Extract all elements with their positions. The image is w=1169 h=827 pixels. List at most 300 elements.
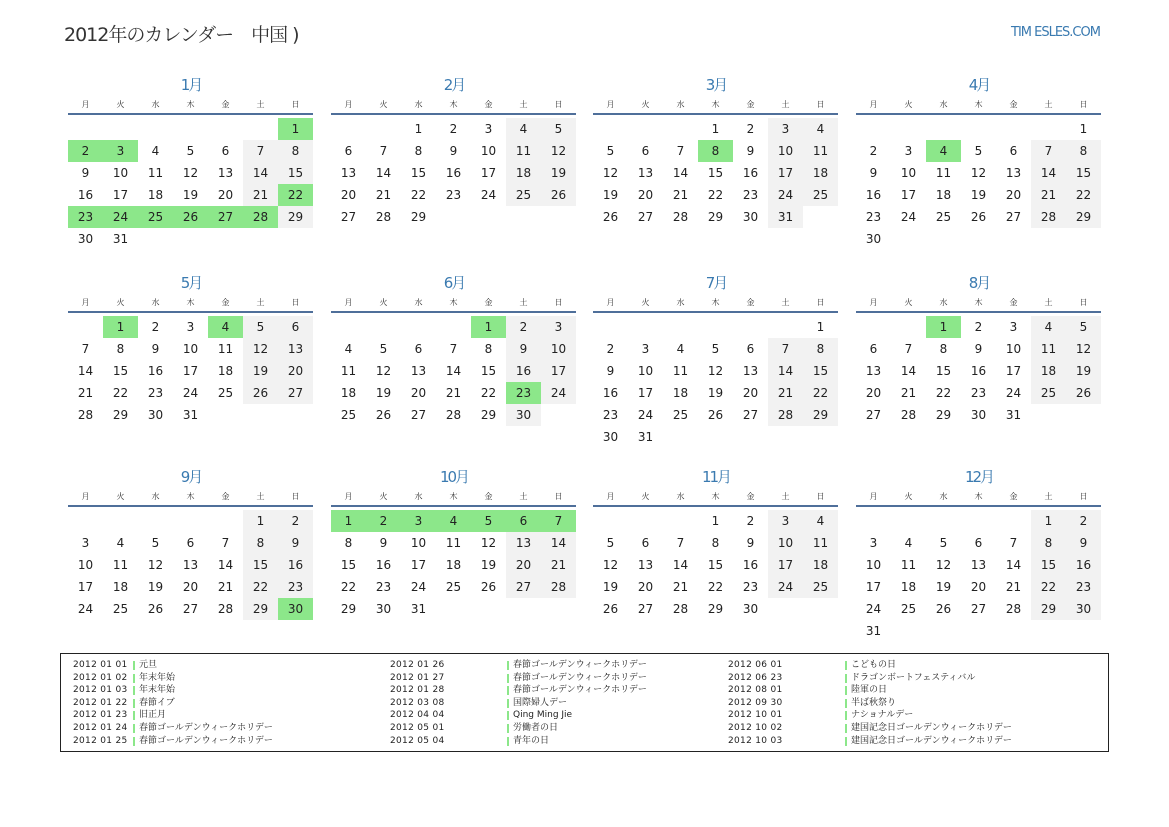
day-cell[interactable]: 18 [900, 580, 917, 594]
day-cell[interactable]: 23 [147, 386, 164, 400]
day-cell[interactable]: 10 [900, 166, 917, 180]
day-cell[interactable]: 27 [970, 602, 987, 616]
day-cell[interactable]: 16 [865, 188, 882, 202]
day-cell[interactable]: 21 [672, 188, 689, 202]
day-cell[interactable]: 24 [900, 210, 917, 224]
day-cell[interactable]: 13 [742, 364, 759, 378]
holiday-day-cell[interactable]: 27 [208, 206, 243, 228]
day-cell[interactable]: 21 [445, 386, 462, 400]
day-cell[interactable]: 8 [1044, 536, 1053, 550]
day-cell[interactable]: 6 [291, 320, 300, 334]
day-cell[interactable]: 7 [676, 144, 685, 158]
day-cell[interactable]: 13 [410, 364, 427, 378]
day-cell[interactable]: 29 [112, 408, 129, 422]
holiday-day-cell[interactable]: 2 [366, 510, 401, 532]
day-cell[interactable]: 22 [480, 386, 497, 400]
day-cell[interactable]: 8 [484, 342, 493, 356]
holiday-day-cell[interactable]: 26 [173, 206, 208, 228]
day-cell[interactable]: 5 [554, 122, 563, 136]
day-cell[interactable]: 6 [974, 536, 983, 550]
day-cell[interactable]: 6 [414, 342, 423, 356]
day-cell[interactable]: 17 [77, 580, 94, 594]
day-cell[interactable]: 4 [151, 144, 160, 158]
day-cell[interactable]: 16 [602, 386, 619, 400]
day-cell[interactable]: 25 [935, 210, 952, 224]
day-cell[interactable]: 21 [375, 188, 392, 202]
day-cell[interactable]: 18 [112, 580, 129, 594]
day-cell[interactable]: 3 [869, 536, 878, 550]
day-cell[interactable]: 10 [112, 166, 129, 180]
day-cell[interactable]: 14 [375, 166, 392, 180]
day-cell[interactable]: 23 [742, 580, 759, 594]
day-cell[interactable]: 20 [515, 558, 532, 572]
day-cell[interactable]: 1 [816, 320, 825, 334]
day-cell[interactable]: 13 [637, 166, 654, 180]
day-cell[interactable]: 24 [777, 188, 794, 202]
day-cell[interactable]: 11 [445, 536, 462, 550]
day-cell[interactable]: 21 [777, 386, 794, 400]
day-cell[interactable]: 11 [812, 144, 829, 158]
day-cell[interactable]: 11 [515, 144, 532, 158]
day-cell[interactable]: 16 [375, 558, 392, 572]
day-cell[interactable]: 24 [480, 188, 497, 202]
day-cell[interactable]: 29 [707, 602, 724, 616]
day-cell[interactable]: 12 [935, 558, 952, 572]
day-cell[interactable]: 20 [182, 580, 199, 594]
day-cell[interactable]: 2 [291, 514, 300, 528]
day-cell[interactable]: 30 [865, 232, 882, 246]
day-cell[interactable]: 27 [865, 408, 882, 422]
day-cell[interactable]: 14 [777, 364, 794, 378]
day-cell[interactable]: 6 [344, 144, 353, 158]
day-cell[interactable]: 17 [550, 364, 567, 378]
day-cell[interactable]: 22 [1040, 580, 1057, 594]
day-cell[interactable]: 31 [410, 602, 427, 616]
day-cell[interactable]: 16 [445, 166, 462, 180]
day-cell[interactable]: 8 [939, 342, 948, 356]
day-cell[interactable]: 19 [602, 580, 619, 594]
day-cell[interactable]: 29 [340, 602, 357, 616]
day-cell[interactable]: 10 [777, 144, 794, 158]
day-cell[interactable]: 15 [410, 166, 427, 180]
day-cell[interactable]: 9 [449, 144, 458, 158]
day-cell[interactable]: 3 [781, 514, 790, 528]
day-cell[interactable]: 13 [515, 536, 532, 550]
day-cell[interactable]: 21 [672, 580, 689, 594]
day-cell[interactable]: 19 [707, 386, 724, 400]
day-cell[interactable]: 19 [970, 188, 987, 202]
day-cell[interactable]: 17 [865, 580, 882, 594]
day-cell[interactable]: 30 [970, 408, 987, 422]
day-cell[interactable]: 12 [480, 536, 497, 550]
day-cell[interactable]: 22 [1075, 188, 1092, 202]
day-cell[interactable]: 11 [935, 166, 952, 180]
holiday-day-cell[interactable]: 8 [698, 140, 733, 162]
day-cell[interactable]: 18 [935, 188, 952, 202]
day-cell[interactable]: 29 [812, 408, 829, 422]
day-cell[interactable]: 5 [606, 536, 615, 550]
day-cell[interactable]: 16 [1075, 558, 1092, 572]
day-cell[interactable]: 30 [147, 408, 164, 422]
day-cell[interactable]: 25 [812, 188, 829, 202]
day-cell[interactable]: 15 [1075, 166, 1092, 180]
day-cell[interactable]: 1 [414, 122, 423, 136]
day-cell[interactable]: 20 [742, 386, 759, 400]
day-cell[interactable]: 20 [340, 188, 357, 202]
day-cell[interactable]: 11 [147, 166, 164, 180]
day-cell[interactable]: 24 [550, 386, 567, 400]
day-cell[interactable]: 16 [742, 558, 759, 572]
day-cell[interactable]: 19 [935, 580, 952, 594]
day-cell[interactable]: 3 [1009, 320, 1018, 334]
day-cell[interactable]: 7 [1009, 536, 1018, 550]
day-cell[interactable]: 11 [340, 364, 357, 378]
day-cell[interactable]: 14 [672, 166, 689, 180]
day-cell[interactable]: 16 [147, 364, 164, 378]
day-cell[interactable]: 24 [1005, 386, 1022, 400]
day-cell[interactable]: 2 [519, 320, 528, 334]
day-cell[interactable]: 26 [602, 602, 619, 616]
day-cell[interactable]: 7 [676, 536, 685, 550]
day-cell[interactable]: 27 [637, 602, 654, 616]
day-cell[interactable]: 26 [375, 408, 392, 422]
day-cell[interactable]: 4 [1044, 320, 1053, 334]
day-cell[interactable]: 2 [746, 122, 755, 136]
day-cell[interactable]: 28 [375, 210, 392, 224]
day-cell[interactable]: 22 [410, 188, 427, 202]
day-cell[interactable]: 23 [1075, 580, 1092, 594]
day-cell[interactable]: 9 [606, 364, 615, 378]
day-cell[interactable]: 4 [816, 514, 825, 528]
day-cell[interactable]: 6 [869, 342, 878, 356]
day-cell[interactable]: 8 [291, 144, 300, 158]
day-cell[interactable]: 18 [445, 558, 462, 572]
day-cell[interactable]: 14 [1005, 558, 1022, 572]
day-cell[interactable]: 4 [676, 342, 685, 356]
day-cell[interactable]: 30 [375, 602, 392, 616]
day-cell[interactable]: 26 [1075, 386, 1092, 400]
day-cell[interactable]: 9 [746, 144, 755, 158]
holiday-day-cell[interactable]: 24 [103, 206, 138, 228]
day-cell[interactable]: 10 [410, 536, 427, 550]
day-cell[interactable]: 27 [287, 386, 304, 400]
day-cell[interactable]: 28 [77, 408, 94, 422]
day-cell[interactable]: 11 [217, 342, 234, 356]
day-cell[interactable]: 28 [217, 602, 234, 616]
day-cell[interactable]: 14 [445, 364, 462, 378]
day-cell[interactable]: 29 [480, 408, 497, 422]
day-cell[interactable]: 15 [480, 364, 497, 378]
day-cell[interactable]: 29 [287, 210, 304, 224]
day-cell[interactable]: 26 [970, 210, 987, 224]
day-cell[interactable]: 5 [606, 144, 615, 158]
day-cell[interactable]: 15 [112, 364, 129, 378]
day-cell[interactable]: 31 [865, 624, 882, 638]
day-cell[interactable]: 17 [637, 386, 654, 400]
holiday-day-cell[interactable]: 4 [436, 510, 471, 532]
day-cell[interactable]: 6 [221, 144, 230, 158]
day-cell[interactable]: 15 [252, 558, 269, 572]
day-cell[interactable]: 6 [746, 342, 755, 356]
day-cell[interactable]: 31 [637, 430, 654, 444]
day-cell[interactable]: 31 [182, 408, 199, 422]
day-cell[interactable]: 11 [812, 536, 829, 550]
day-cell[interactable]: 19 [480, 558, 497, 572]
day-cell[interactable]: 25 [515, 188, 532, 202]
day-cell[interactable]: 25 [900, 602, 917, 616]
day-cell[interactable]: 3 [904, 144, 913, 158]
day-cell[interactable]: 31 [1005, 408, 1022, 422]
holiday-day-cell[interactable]: 5 [471, 510, 506, 532]
day-cell[interactable]: 12 [970, 166, 987, 180]
holiday-day-cell[interactable]: 6 [506, 510, 541, 532]
day-cell[interactable]: 7 [781, 342, 790, 356]
holiday-day-cell[interactable]: 22 [278, 184, 313, 206]
day-cell[interactable]: 18 [217, 364, 234, 378]
day-cell[interactable]: 10 [777, 536, 794, 550]
day-cell[interactable]: 23 [742, 188, 759, 202]
day-cell[interactable]: 10 [865, 558, 882, 572]
day-cell[interactable]: 10 [480, 144, 497, 158]
holiday-day-cell[interactable]: 1 [471, 316, 506, 338]
day-cell[interactable]: 8 [1079, 144, 1088, 158]
day-cell[interactable]: 20 [865, 386, 882, 400]
day-cell[interactable]: 23 [445, 188, 462, 202]
day-cell[interactable]: 9 [974, 342, 983, 356]
day-cell[interactable]: 7 [256, 144, 265, 158]
day-cell[interactable]: 27 [515, 580, 532, 594]
day-cell[interactable]: 13 [865, 364, 882, 378]
day-cell[interactable]: 16 [287, 558, 304, 572]
day-cell[interactable]: 9 [151, 342, 160, 356]
day-cell[interactable]: 9 [379, 536, 388, 550]
day-cell[interactable]: 27 [742, 408, 759, 422]
day-cell[interactable]: 12 [602, 558, 619, 572]
day-cell[interactable]: 14 [1040, 166, 1057, 180]
day-cell[interactable]: 6 [186, 536, 195, 550]
day-cell[interactable]: 14 [672, 558, 689, 572]
holiday-day-cell[interactable]: 1 [926, 316, 961, 338]
day-cell[interactable]: 24 [637, 408, 654, 422]
day-cell[interactable]: 28 [1040, 210, 1057, 224]
holiday-day-cell[interactable]: 1 [331, 510, 366, 532]
day-cell[interactable]: 14 [900, 364, 917, 378]
day-cell[interactable]: 1 [256, 514, 265, 528]
day-cell[interactable]: 19 [252, 364, 269, 378]
day-cell[interactable]: 16 [515, 364, 532, 378]
day-cell[interactable]: 8 [256, 536, 265, 550]
day-cell[interactable]: 8 [711, 536, 720, 550]
day-cell[interactable]: 25 [445, 580, 462, 594]
day-cell[interactable]: 26 [550, 188, 567, 202]
day-cell[interactable]: 16 [77, 188, 94, 202]
day-cell[interactable]: 19 [1075, 364, 1092, 378]
day-cell[interactable]: 23 [375, 580, 392, 594]
day-cell[interactable]: 17 [112, 188, 129, 202]
day-cell[interactable]: 27 [410, 408, 427, 422]
day-cell[interactable]: 26 [147, 602, 164, 616]
day-cell[interactable]: 21 [77, 386, 94, 400]
holiday-day-cell[interactable]: 2 [68, 140, 103, 162]
day-cell[interactable]: 10 [637, 364, 654, 378]
day-cell[interactable]: 13 [637, 558, 654, 572]
day-cell[interactable]: 3 [554, 320, 563, 334]
day-cell[interactable]: 18 [672, 386, 689, 400]
day-cell[interactable]: 27 [637, 210, 654, 224]
holiday-day-cell[interactable]: 25 [138, 206, 173, 228]
day-cell[interactable]: 18 [1040, 364, 1057, 378]
day-cell[interactable]: 29 [1040, 602, 1057, 616]
day-cell[interactable]: 10 [77, 558, 94, 572]
day-cell[interactable]: 17 [410, 558, 427, 572]
day-cell[interactable]: 7 [449, 342, 458, 356]
day-cell[interactable]: 3 [641, 342, 650, 356]
day-cell[interactable]: 14 [77, 364, 94, 378]
day-cell[interactable]: 8 [816, 342, 825, 356]
day-cell[interactable]: 19 [182, 188, 199, 202]
day-cell[interactable]: 20 [970, 580, 987, 594]
day-cell[interactable]: 30 [515, 408, 532, 422]
day-cell[interactable]: 5 [151, 536, 160, 550]
day-cell[interactable]: 29 [707, 210, 724, 224]
day-cell[interactable]: 25 [112, 602, 129, 616]
day-cell[interactable]: 23 [970, 386, 987, 400]
day-cell[interactable]: 12 [182, 166, 199, 180]
day-cell[interactable]: 29 [252, 602, 269, 616]
day-cell[interactable]: 6 [641, 536, 650, 550]
day-cell[interactable]: 17 [900, 188, 917, 202]
day-cell[interactable]: 19 [602, 188, 619, 202]
day-cell[interactable]: 26 [480, 580, 497, 594]
holiday-day-cell[interactable]: 7 [541, 510, 576, 532]
day-cell[interactable]: 24 [777, 580, 794, 594]
day-cell[interactable]: 30 [77, 232, 94, 246]
day-cell[interactable]: 18 [340, 386, 357, 400]
day-cell[interactable]: 22 [340, 580, 357, 594]
day-cell[interactable]: 3 [81, 536, 90, 550]
day-cell[interactable]: 1 [1044, 514, 1053, 528]
day-cell[interactable]: 17 [777, 166, 794, 180]
holiday-day-cell[interactable]: 3 [401, 510, 436, 532]
day-cell[interactable]: 25 [1040, 386, 1057, 400]
day-cell[interactable]: 29 [410, 210, 427, 224]
day-cell[interactable]: 4 [344, 342, 353, 356]
day-cell[interactable]: 12 [707, 364, 724, 378]
day-cell[interactable]: 13 [340, 166, 357, 180]
day-cell[interactable]: 27 [1005, 210, 1022, 224]
day-cell[interactable]: 31 [112, 232, 129, 246]
day-cell[interactable]: 28 [672, 210, 689, 224]
day-cell[interactable]: 30 [602, 430, 619, 444]
day-cell[interactable]: 20 [287, 364, 304, 378]
day-cell[interactable]: 22 [112, 386, 129, 400]
day-cell[interactable]: 8 [116, 342, 125, 356]
holiday-day-cell[interactable]: 23 [506, 382, 541, 404]
day-cell[interactable]: 22 [812, 386, 829, 400]
day-cell[interactable]: 3 [484, 122, 493, 136]
day-cell[interactable]: 16 [970, 364, 987, 378]
day-cell[interactable]: 2 [746, 514, 755, 528]
day-cell[interactable]: 1 [1079, 122, 1088, 136]
day-cell[interactable]: 4 [116, 536, 125, 550]
day-cell[interactable]: 29 [935, 408, 952, 422]
day-cell[interactable]: 24 [77, 602, 94, 616]
day-cell[interactable]: 18 [812, 558, 829, 572]
day-cell[interactable]: 1 [711, 122, 720, 136]
day-cell[interactable]: 24 [865, 602, 882, 616]
day-cell[interactable]: 15 [287, 166, 304, 180]
day-cell[interactable]: 5 [1079, 320, 1088, 334]
day-cell[interactable]: 23 [865, 210, 882, 224]
day-cell[interactable]: 5 [379, 342, 388, 356]
day-cell[interactable]: 23 [287, 580, 304, 594]
day-cell[interactable]: 12 [147, 558, 164, 572]
day-cell[interactable]: 15 [935, 364, 952, 378]
day-cell[interactable]: 18 [147, 188, 164, 202]
day-cell[interactable]: 8 [344, 536, 353, 550]
day-cell[interactable]: 13 [217, 166, 234, 180]
day-cell[interactable]: 13 [182, 558, 199, 572]
day-cell[interactable]: 26 [252, 386, 269, 400]
day-cell[interactable]: 12 [375, 364, 392, 378]
day-cell[interactable]: 20 [1005, 188, 1022, 202]
day-cell[interactable]: 15 [340, 558, 357, 572]
day-cell[interactable]: 16 [742, 166, 759, 180]
day-cell[interactable]: 9 [519, 342, 528, 356]
day-cell[interactable]: 31 [777, 210, 794, 224]
holiday-day-cell[interactable]: 28 [243, 206, 278, 228]
day-cell[interactable]: 28 [1005, 602, 1022, 616]
day-cell[interactable]: 2 [449, 122, 458, 136]
day-cell[interactable]: 8 [414, 144, 423, 158]
day-cell[interactable]: 15 [707, 558, 724, 572]
day-cell[interactable]: 12 [1075, 342, 1092, 356]
day-cell[interactable]: 4 [816, 122, 825, 136]
day-cell[interactable]: 28 [900, 408, 917, 422]
day-cell[interactable]: 4 [519, 122, 528, 136]
day-cell[interactable]: 5 [186, 144, 195, 158]
day-cell[interactable]: 26 [602, 210, 619, 224]
day-cell[interactable]: 30 [742, 602, 759, 616]
day-cell[interactable]: 15 [812, 364, 829, 378]
day-cell[interactable]: 17 [182, 364, 199, 378]
day-cell[interactable]: 13 [287, 342, 304, 356]
day-cell[interactable]: 15 [707, 166, 724, 180]
day-cell[interactable]: 7 [379, 144, 388, 158]
day-cell[interactable]: 19 [550, 166, 567, 180]
day-cell[interactable]: 5 [711, 342, 720, 356]
day-cell[interactable]: 19 [147, 580, 164, 594]
day-cell[interactable]: 9 [1079, 536, 1088, 550]
day-cell[interactable]: 27 [182, 602, 199, 616]
day-cell[interactable]: 11 [112, 558, 129, 572]
day-cell[interactable]: 4 [904, 536, 913, 550]
day-cell[interactable]: 10 [182, 342, 199, 356]
day-cell[interactable]: 1 [711, 514, 720, 528]
day-cell[interactable]: 20 [410, 386, 427, 400]
day-cell[interactable]: 20 [217, 188, 234, 202]
day-cell[interactable]: 14 [550, 536, 567, 550]
day-cell[interactable]: 7 [81, 342, 90, 356]
day-cell[interactable]: 26 [707, 408, 724, 422]
day-cell[interactable]: 22 [935, 386, 952, 400]
day-cell[interactable]: 25 [340, 408, 357, 422]
day-cell[interactable]: 12 [252, 342, 269, 356]
day-cell[interactable]: 3 [186, 320, 195, 334]
day-cell[interactable]: 14 [252, 166, 269, 180]
day-cell[interactable]: 13 [1005, 166, 1022, 180]
day-cell[interactable]: 6 [1009, 144, 1018, 158]
